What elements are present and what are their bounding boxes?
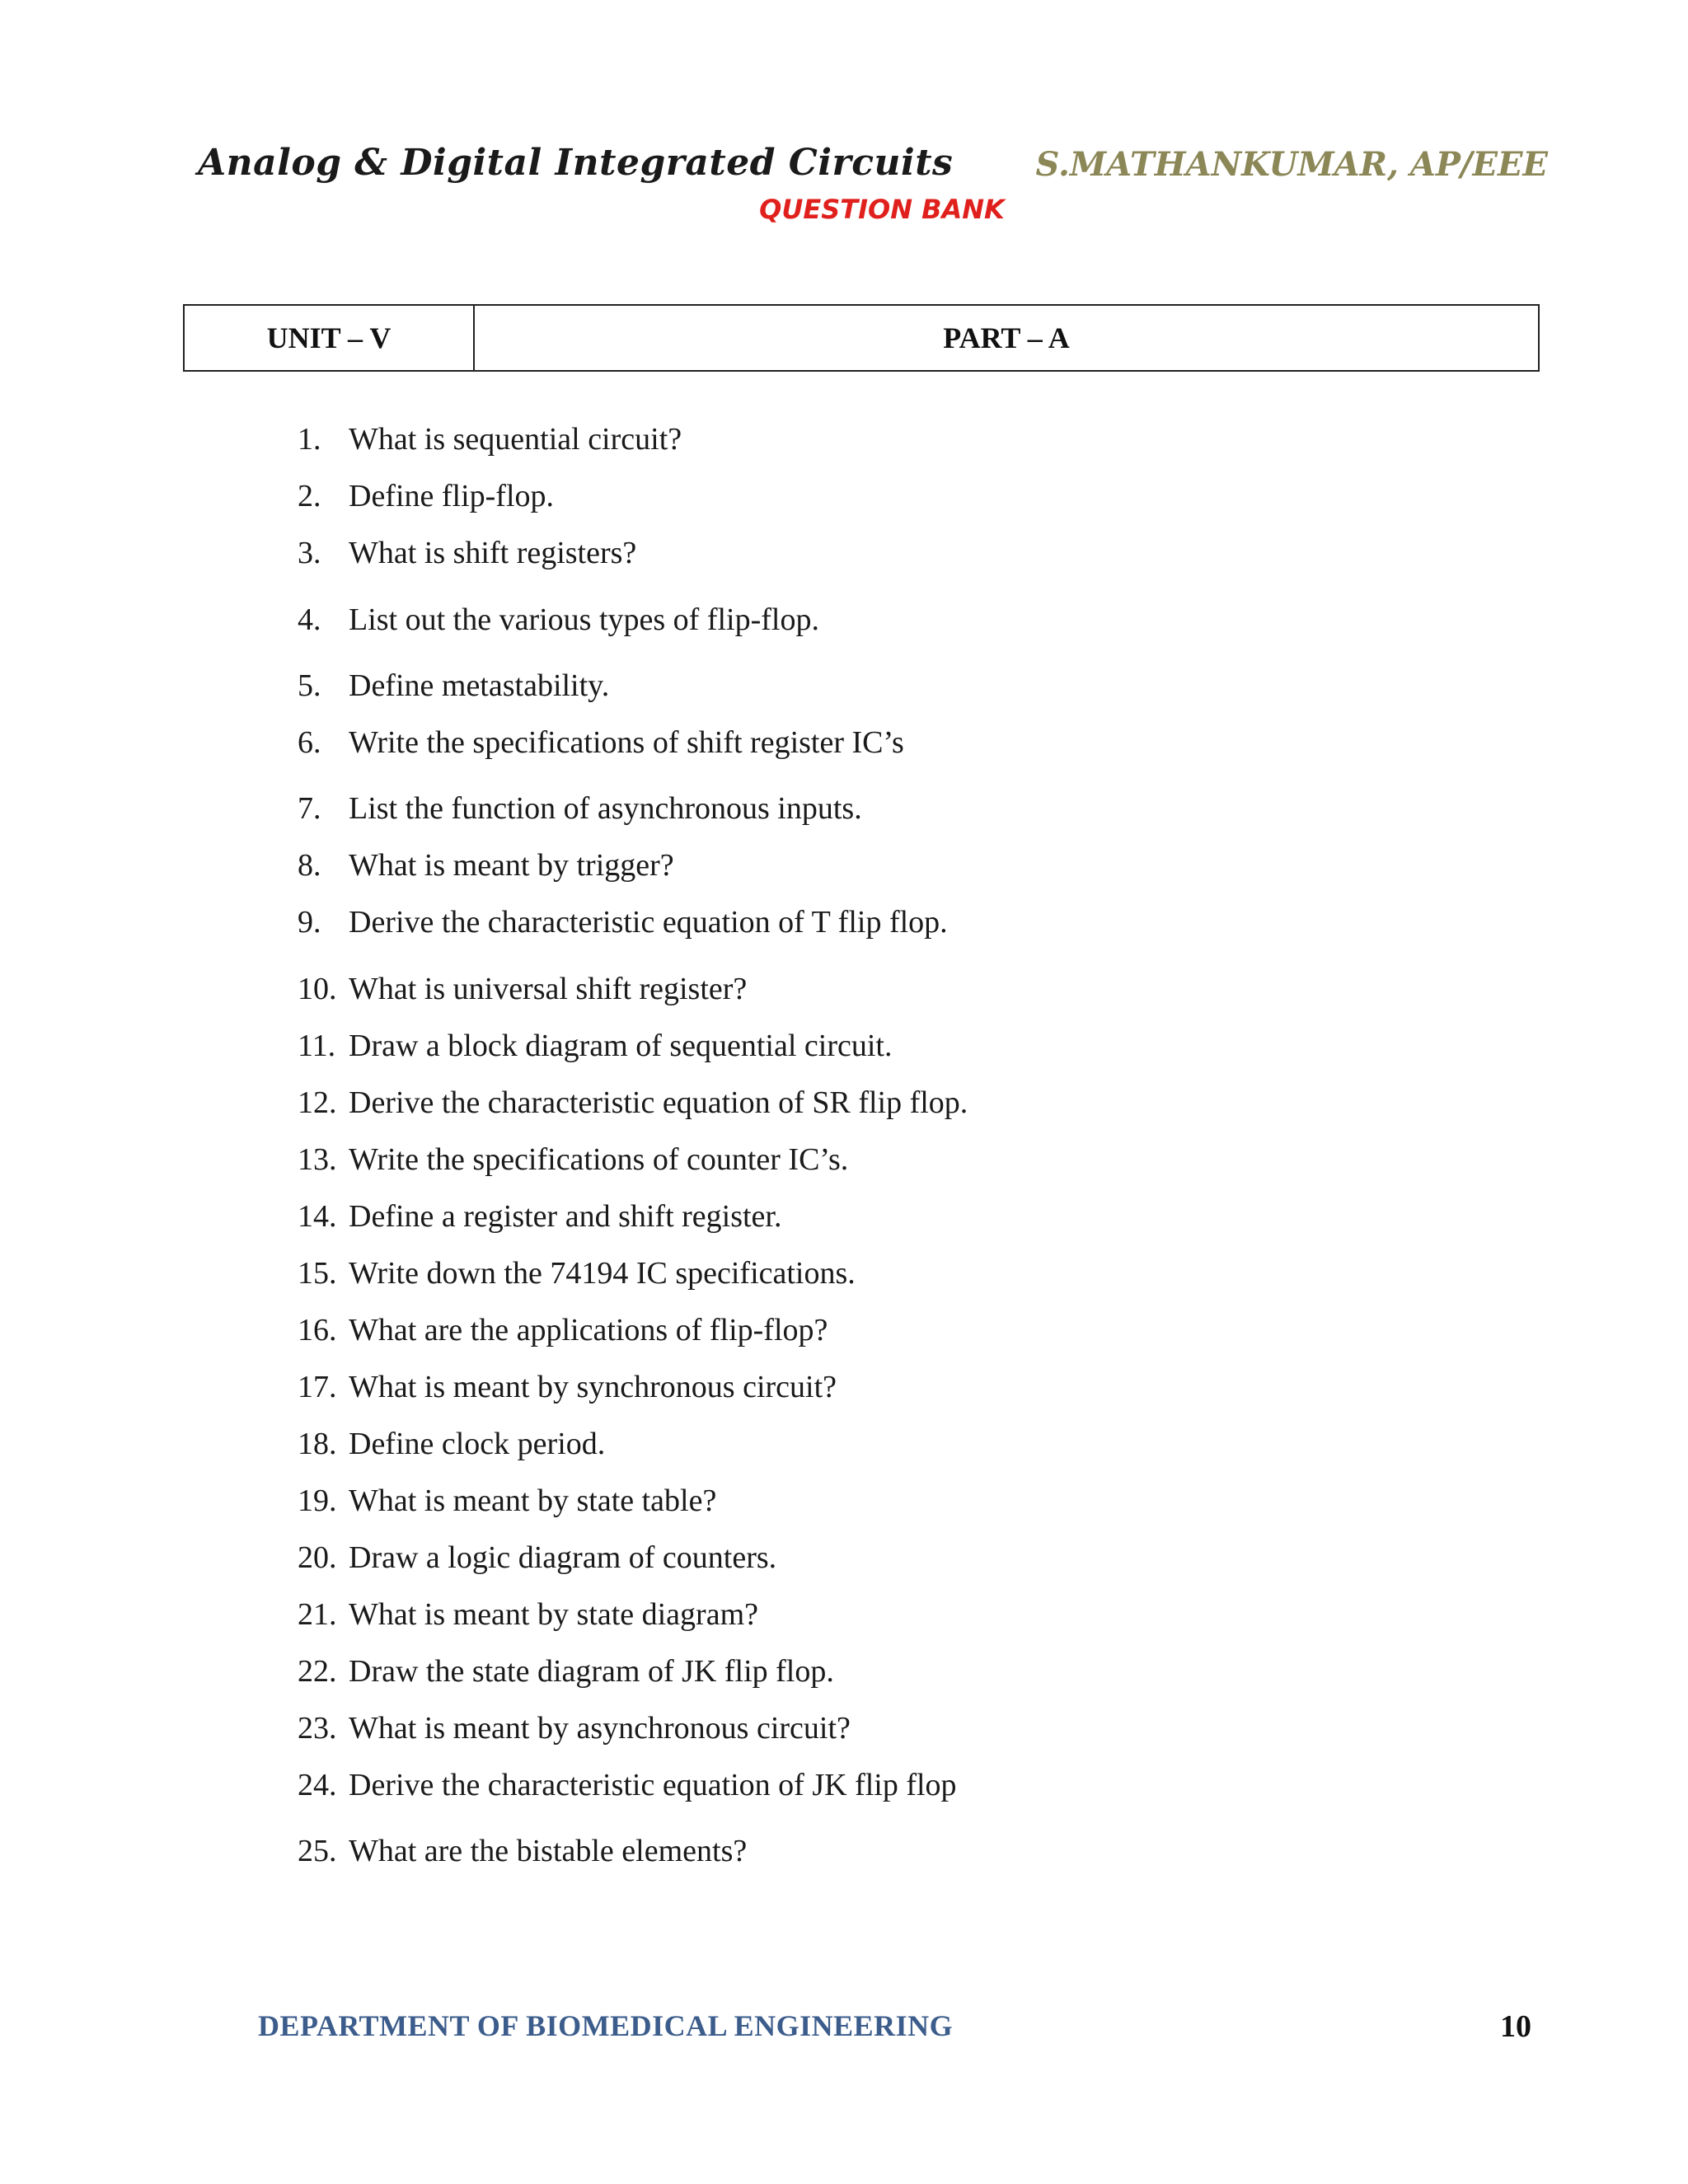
question-number: 5.	[298, 668, 321, 703]
question-text: Derive the characteristic equation of T flip flop.	[349, 905, 948, 940]
question-text: List out the various types of flip-flop.	[349, 602, 819, 637]
question-item	[298, 1831, 747, 1871]
question-number: 12.	[298, 1085, 337, 1120]
question-text: Draw a block diagram of sequential circuit.	[349, 1029, 893, 1063]
question-text: What are the bistable elements?	[349, 1834, 748, 1868]
question-number: 21.	[298, 1597, 337, 1632]
question-number: 8.	[298, 848, 321, 883]
question-item	[298, 1367, 837, 1407]
question-number: 20.	[298, 1540, 337, 1575]
question-number: 15.	[298, 1256, 337, 1291]
question-text: What is meant by synchronous circuit?	[349, 1370, 837, 1404]
question-text: What is universal shift register?	[349, 972, 748, 1006]
question-item	[298, 1538, 776, 1577]
question-number: 22.	[298, 1654, 337, 1689]
question-number: 7.	[298, 791, 321, 826]
question-text: Write the specifications of shift register IC’s	[349, 725, 904, 760]
question-number: 9.	[298, 905, 321, 940]
question-number: 19.	[298, 1483, 337, 1518]
question-item	[298, 969, 747, 1009]
question-number: 6.	[298, 725, 321, 760]
question-text: What are the applications of flip-flop?	[349, 1313, 828, 1347]
page-number: 10	[1500, 2009, 1531, 2044]
question-item	[298, 846, 674, 885]
question-item	[298, 1310, 828, 1350]
question-number: 10.	[298, 972, 337, 1006]
question-item	[298, 1481, 716, 1521]
question-item	[298, 1595, 758, 1634]
question-item	[298, 723, 904, 762]
question-number: 2.	[298, 479, 321, 513]
question-item	[298, 1254, 856, 1293]
author-label: S.MATHANKUMAR, AP/EEE	[1035, 145, 1548, 184]
question-number: 13.	[298, 1142, 337, 1177]
question-item	[298, 902, 948, 942]
question-text: What is meant by state table?	[349, 1483, 717, 1518]
question-number: 18.	[298, 1427, 337, 1461]
question-number: 14.	[298, 1199, 337, 1234]
question-item	[298, 1708, 851, 1748]
question-number: 4.	[298, 602, 321, 637]
question-item	[298, 1140, 848, 1179]
question-text: Draw a logic diagram of counters.	[349, 1540, 777, 1575]
question-item	[298, 1197, 781, 1236]
question-text: Derive the characteristic equation of JK flip flop	[349, 1768, 957, 1802]
question-item	[298, 419, 682, 459]
unit-cell: UNIT – V	[185, 306, 475, 370]
question-text: Draw the state diagram of JK flip flop.	[349, 1654, 834, 1689]
question-item	[298, 1424, 605, 1464]
question-list	[298, 0, 1534, 1896]
question-bank-subtitle: QUESTION BANK	[759, 194, 1005, 225]
document-title: Analog & Digital Integrated Circuits	[198, 142, 954, 184]
part-cell: PART – A	[943, 321, 1070, 354]
question-item	[298, 476, 554, 516]
question-text: Define metastability.	[349, 668, 610, 703]
question-text: What is sequential circuit?	[349, 422, 682, 457]
question-item	[298, 789, 862, 828]
question-text: Define flip-flop.	[349, 479, 555, 513]
question-text: What is meant by trigger?	[349, 848, 674, 883]
question-text: Define clock period.	[349, 1427, 606, 1461]
question-text: What is shift registers?	[349, 536, 637, 570]
department-footer: DEPARTMENT OF BIOMEDICAL ENGINEERING	[258, 2009, 954, 2042]
question-number: 16.	[298, 1313, 337, 1347]
question-number: 17.	[298, 1370, 337, 1404]
question-item	[298, 533, 636, 573]
question-text: List the function of asynchronous inputs.	[349, 791, 862, 826]
question-number: 3.	[298, 536, 321, 570]
question-number: 25.	[298, 1834, 337, 1868]
question-text: What is meant by asynchronous circuit?	[349, 1711, 851, 1746]
question-item	[298, 1083, 968, 1122]
question-item	[298, 666, 609, 705]
question-item	[298, 1026, 892, 1066]
question-text: Write down the 74194 IC specifications.	[349, 1256, 856, 1291]
question-number: 1.	[298, 422, 321, 457]
question-number: 23.	[298, 1711, 337, 1746]
question-item	[298, 1652, 834, 1691]
question-number: 24.	[298, 1768, 337, 1802]
question-text: What is meant by state diagram?	[349, 1597, 758, 1632]
question-item	[298, 600, 819, 640]
question-number: 11.	[298, 1029, 336, 1063]
question-text: Write the specifications of counter IC’s.	[349, 1142, 849, 1177]
question-text: Define a register and shift register.	[349, 1199, 782, 1234]
question-item	[298, 1765, 957, 1805]
question-text: Derive the characteristic equation of SR flip flop.	[349, 1085, 968, 1120]
